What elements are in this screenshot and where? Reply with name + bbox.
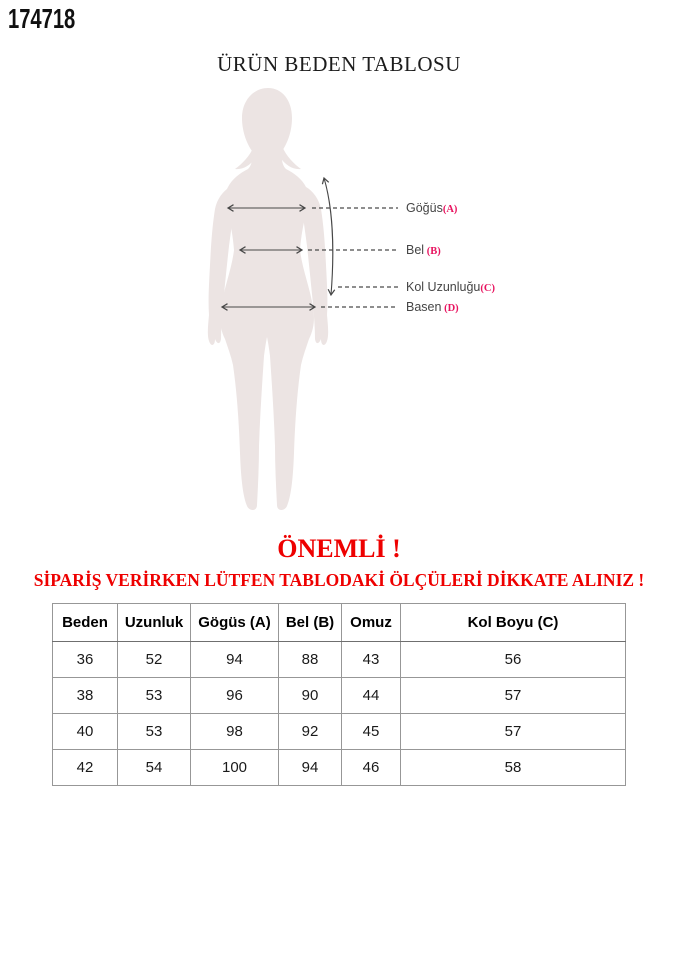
chest-label [406, 201, 457, 215]
hip-label-text: Basen [406, 300, 442, 314]
arm-length-label-text: Kol Uzunluğu [406, 280, 481, 294]
cell: 40 [53, 714, 118, 750]
size-table-header-row [53, 604, 626, 642]
cell: 45 [342, 714, 401, 750]
cell: 94 [191, 642, 279, 678]
col-uzunluk: Uzunluk [118, 604, 191, 642]
hip-label-code: (D) [441, 303, 459, 314]
cell: 90 [279, 678, 342, 714]
cell: 56 [401, 642, 626, 678]
cell: 53 [118, 678, 191, 714]
cell: 42 [53, 750, 118, 786]
product-code: 174718 [8, 3, 76, 34]
cell: 94 [279, 750, 342, 786]
waist-label-code: (B) [424, 246, 441, 257]
cell: 57 [401, 678, 626, 714]
chest-label-code: (A) [442, 204, 458, 215]
size-table [52, 603, 626, 786]
arm-length-label-code: (C) [480, 283, 495, 294]
col-gogus: Gögüs (A) [191, 604, 279, 642]
cell: 52 [118, 642, 191, 678]
cell: 43 [342, 642, 401, 678]
cell: 57 [401, 714, 626, 750]
hip-label [406, 300, 459, 314]
waist-label-text: Bel [406, 243, 425, 257]
cell: 44 [342, 678, 401, 714]
table-row [53, 642, 626, 678]
cell: 38 [53, 678, 118, 714]
female-silhouette [208, 88, 328, 510]
cell: 96 [191, 678, 279, 714]
cell: 100 [191, 750, 279, 786]
col-kol-boyu: Kol Boyu (C) [401, 604, 626, 642]
table-row [53, 714, 626, 750]
cell: 54 [118, 750, 191, 786]
col-beden: Beden [53, 604, 118, 642]
chest-label-text: Göğüs [406, 201, 443, 215]
cell: 92 [279, 714, 342, 750]
warning-text: SİPARİŞ VERİRKEN LÜTFEN TABLODAKİ ÖLÇÜLERİ DİKKATE ALINIZ ! [33, 570, 645, 590]
cell: 58 [401, 750, 626, 786]
important-heading: ÖNEMLİ ! [277, 534, 401, 563]
cell: 36 [53, 642, 118, 678]
table-row [53, 750, 626, 786]
col-bel: Bel (B) [279, 604, 342, 642]
waist-label [406, 243, 441, 257]
cell: 98 [191, 714, 279, 750]
table-row [53, 678, 626, 714]
cell: 53 [118, 714, 191, 750]
arm-length-label [406, 280, 495, 294]
col-omuz: Omuz [342, 604, 401, 642]
page-title: ÜRÜN BEDEN TABLOSU [217, 52, 461, 76]
cell: 88 [279, 642, 342, 678]
cell: 46 [342, 750, 401, 786]
body-measurement-diagram [0, 85, 678, 525]
